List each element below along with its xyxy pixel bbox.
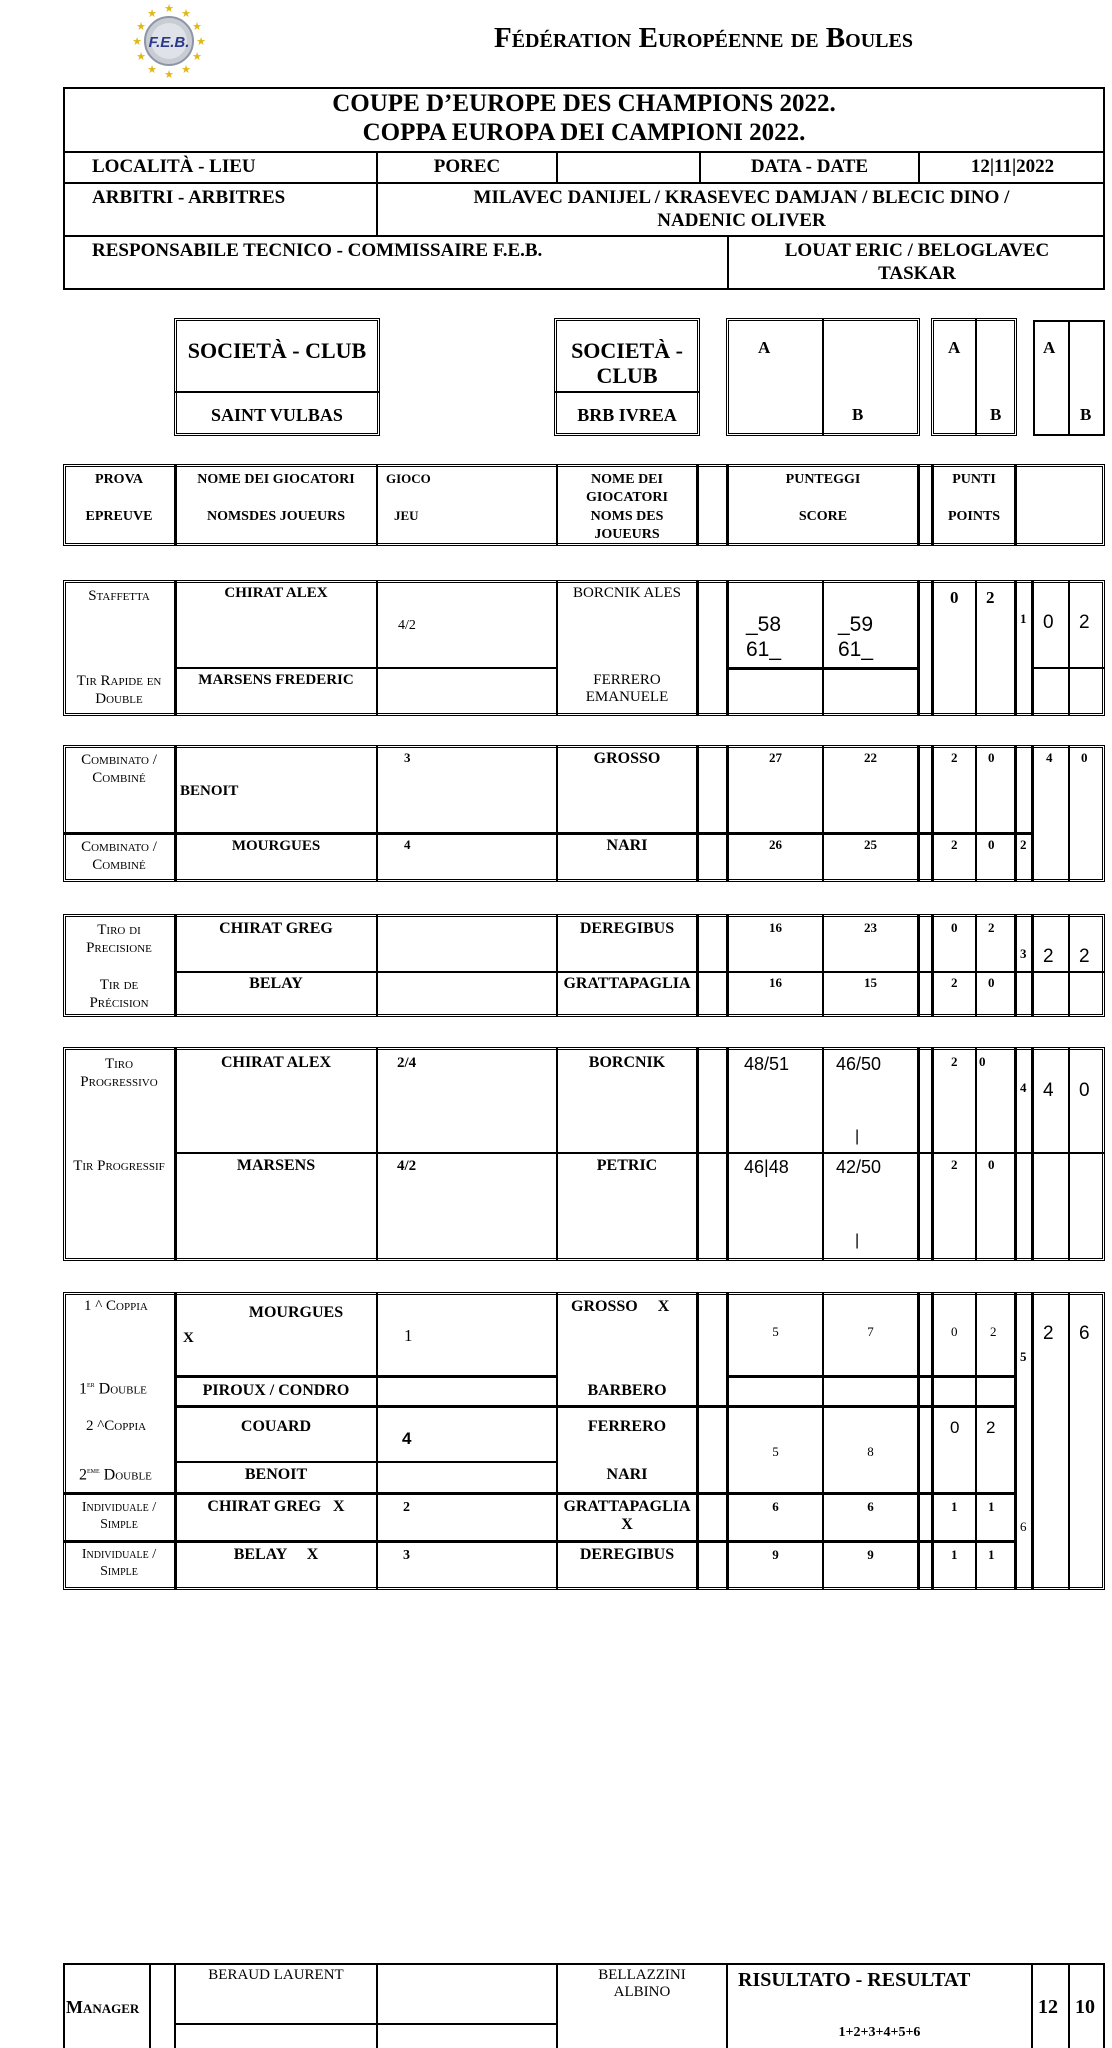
s5-points-b-4: 1 bbox=[988, 1547, 995, 1562]
col-nome-b-4: JOUEURS bbox=[594, 527, 660, 542]
s5-total-b: 6 bbox=[1079, 1323, 1090, 1344]
s1-total-a: 0 bbox=[1043, 612, 1054, 633]
s5-player-b-5b: X bbox=[621, 1516, 633, 1533]
s5-player-b-6: DEREGIBUS bbox=[579, 1546, 675, 1563]
s5-row1-label: 1 ^ Coppia bbox=[84, 1298, 148, 1314]
col-nome-b-3: NOMS DES bbox=[590, 509, 664, 524]
s1-epreuve-2a: Tir Rapide en bbox=[76, 673, 162, 689]
s2-points-b-2: 0 bbox=[988, 837, 995, 852]
s5-row4-label-a: Individuale / bbox=[81, 1547, 157, 1562]
s5-score-b-3: 6 bbox=[867, 1499, 874, 1514]
svg-text:★: ★ bbox=[164, 3, 174, 15]
club-label-b-2: CLUB bbox=[596, 363, 658, 388]
svg-text:★: ★ bbox=[136, 21, 146, 33]
s5-score-a-1: 5 bbox=[772, 1324, 779, 1339]
s3-score-a-1: 16 bbox=[769, 920, 782, 935]
col-points: POINTS bbox=[947, 509, 1001, 524]
s4-total-a: 4 bbox=[1043, 1080, 1054, 1101]
s5-points-a-3: 1 bbox=[951, 1499, 958, 1514]
s1-score-a-1: _58 bbox=[746, 613, 782, 636]
s1-epreuve-2b: Double bbox=[95, 691, 143, 707]
s1-jeu: 4/2 bbox=[398, 618, 416, 633]
s2-total-b: 0 bbox=[1081, 750, 1088, 765]
commissaire-line-2: TASKAR bbox=[878, 263, 956, 284]
s5-jeu-4: 3 bbox=[403, 1548, 410, 1563]
s3-epreuve-2a: Tir de bbox=[99, 977, 139, 993]
col-nome-a: NOME DEI GIOCATORI bbox=[197, 472, 355, 487]
s2-player-a-1: BENOIT bbox=[180, 783, 239, 799]
s2-epreuve-1b: Combiné bbox=[92, 770, 146, 786]
s3-epreuve-2b: Précision bbox=[89, 995, 149, 1011]
s3-epreuve-1a: Tiro di bbox=[97, 922, 141, 938]
svg-text:★: ★ bbox=[192, 21, 202, 33]
s3-total-b: 2 bbox=[1079, 946, 1090, 967]
s4-points-b-2: 0 bbox=[988, 1157, 995, 1172]
s5-jeu-2: 4 bbox=[402, 1429, 412, 1448]
col-punti: PUNTI bbox=[952, 472, 996, 487]
manager-b-2: ALBINO bbox=[613, 1984, 671, 2000]
logo-text: F.E.B. bbox=[148, 34, 190, 51]
manager-b-1: BELLAZZINI bbox=[598, 1967, 686, 1983]
s2-total-a: 4 bbox=[1046, 750, 1053, 765]
s5-row1-double-text: Double bbox=[94, 1380, 147, 1398]
score-a-label: A bbox=[758, 338, 771, 357]
s5-player-b-4: NARI bbox=[606, 1466, 648, 1483]
s4-score-b-2: 42/50 bbox=[836, 1157, 882, 1177]
s1-player-a-1: CHIRAT ALEX bbox=[224, 585, 328, 601]
feb-logo bbox=[128, 0, 210, 82]
s5-jeu-1: 1 bbox=[404, 1326, 413, 1345]
s4-jeu-2: 4/2 bbox=[397, 1158, 417, 1174]
s2-score-a-2: 26 bbox=[769, 837, 782, 852]
s3-points-a-2: 2 bbox=[951, 975, 958, 990]
commissaire-label: RESPONSABILE TECNICO - COMMISSAIRE F.E.B. bbox=[92, 240, 543, 261]
s4-score-a-1: 48/51 bbox=[744, 1054, 790, 1074]
s5-index-5: 5 bbox=[1020, 1349, 1027, 1364]
s5-player-b-5a: GRATTAPAGLIA bbox=[563, 1498, 691, 1515]
s5-player-b-1: GROSSO X bbox=[571, 1298, 670, 1315]
s5-player-a-2: PIROUX / CONDRO bbox=[202, 1382, 350, 1399]
total-a-label: A bbox=[1043, 338, 1056, 357]
date-value: 12|11|2022 bbox=[970, 156, 1055, 177]
s4-index: 4 bbox=[1020, 1080, 1027, 1095]
s5-row4-label-b: Simple bbox=[100, 1564, 138, 1579]
s5-player-a-5: CHIRAT GREG X bbox=[207, 1498, 345, 1515]
s4-tick-2: | bbox=[855, 1232, 860, 1249]
s4-total-b: 0 bbox=[1079, 1080, 1090, 1101]
s2-points-a-1: 2 bbox=[951, 750, 958, 765]
s2-points-b-1: 0 bbox=[988, 750, 995, 765]
s1-total-b: 2 bbox=[1079, 612, 1090, 633]
s5-player-a-6: BELAY X bbox=[233, 1546, 319, 1563]
s1-score-a-2: 61_ bbox=[746, 638, 782, 661]
s5-score-a-3: 6 bbox=[772, 1499, 779, 1514]
club-a-name: SAINT VULBAS bbox=[211, 405, 343, 425]
final-score-a: 12 bbox=[1038, 1996, 1058, 2018]
s5-player-b-3: FERRERO bbox=[587, 1418, 667, 1435]
svg-text:★: ★ bbox=[147, 64, 157, 76]
s4-player-a-1: CHIRAT ALEX bbox=[220, 1054, 332, 1071]
date-label: DATA - DATE bbox=[750, 156, 869, 177]
s5-player-b-2: BARBERO bbox=[587, 1382, 667, 1399]
title-line-1: COUPE D’EUROPE DES CHAMPIONS 2022. bbox=[332, 90, 836, 117]
svg-text:★: ★ bbox=[147, 8, 157, 20]
arbitri-line-2: NADENIC OLIVER bbox=[657, 210, 826, 231]
s4-player-b-1: BORCNIK bbox=[588, 1054, 666, 1071]
s1-points-a: 0 bbox=[950, 588, 959, 607]
svg-text:★: ★ bbox=[181, 8, 191, 20]
s1-player-b-2a: FERRERO bbox=[593, 672, 661, 688]
s4-score-a-2: 46|48 bbox=[744, 1157, 789, 1177]
s5-total-a: 2 bbox=[1043, 1323, 1054, 1344]
s3-score-b-2: 15 bbox=[864, 975, 877, 990]
score-b-label: B bbox=[852, 405, 864, 424]
s5-points-a-2: 0 bbox=[950, 1418, 960, 1437]
col-nome-b-1: NOME DEI bbox=[591, 472, 663, 487]
s1-score-b-2: 61_ bbox=[838, 638, 874, 661]
s4-points-a-2: 2 bbox=[951, 1157, 958, 1172]
s5-points-a-1: 0 bbox=[951, 1324, 958, 1339]
s5-jeu-3: 2 bbox=[403, 1500, 410, 1515]
s4-points-a-1: 2 bbox=[951, 1054, 958, 1069]
lieu-label: LOCALITÀ - LIEU bbox=[92, 156, 256, 177]
s5-points-b-3: 1 bbox=[988, 1499, 995, 1514]
s2-score-b-1: 22 bbox=[864, 750, 877, 765]
s2-player-a-2: MOURGUES bbox=[231, 838, 321, 854]
commissaire-line-1: LOUAT ERIC / BELOGLAVEC bbox=[784, 240, 1050, 261]
s4-points-b-1: 0 bbox=[979, 1054, 986, 1069]
points-ab-box bbox=[931, 318, 1017, 436]
s3-epreuve-1b: Precisione bbox=[86, 940, 152, 956]
s5-points-a-4: 1 bbox=[951, 1547, 958, 1562]
risultato-formula: 1+2+3+4+5+6 bbox=[838, 2025, 921, 2040]
svg-text:★: ★ bbox=[181, 64, 191, 76]
col-prova: PROVA bbox=[95, 472, 143, 487]
s5-row1-double bbox=[79, 1380, 147, 1399]
s5-row2-label: 2 ^Coppia bbox=[86, 1418, 147, 1434]
manager-a: BERAUD LAURENT bbox=[208, 1967, 344, 1983]
s1-player-b-1: BORCNIK ALES bbox=[573, 585, 681, 601]
svg-text:★: ★ bbox=[164, 69, 174, 81]
s2-epreuve-1a: Combinato / bbox=[81, 752, 157, 768]
club-b-name: BRB IVREA bbox=[577, 405, 677, 425]
s5-score-a-4: 9 bbox=[772, 1547, 779, 1562]
s3-score-a-2: 16 bbox=[769, 975, 782, 990]
s1-player-a-2: MARSENS FREDERIC bbox=[198, 672, 354, 688]
s3-player-a-2: BELAY bbox=[249, 975, 303, 992]
club-label-b-1: SOCIETÀ - bbox=[571, 338, 683, 363]
col-nome-b-2: GIOCATORI bbox=[586, 490, 668, 505]
s5-row2-double-sup: eme bbox=[87, 1466, 100, 1475]
s4-player-a-2: MARSENS bbox=[236, 1157, 316, 1174]
s2-jeu-2: 4 bbox=[404, 837, 411, 852]
s2-player-b-1: GROSSO bbox=[593, 750, 661, 767]
s1-score-b-1: _59 bbox=[838, 613, 874, 636]
s3-points-b-2: 0 bbox=[988, 975, 995, 990]
s5-row2-double-text: Double bbox=[99, 1466, 152, 1484]
s5-row2-double-num: 2 bbox=[79, 1466, 87, 1484]
s5-points-b-1: 2 bbox=[990, 1324, 997, 1339]
s2-score-a-1: 27 bbox=[769, 750, 782, 765]
s2-index: 2 bbox=[1020, 837, 1027, 852]
s3-points-b-1: 2 bbox=[988, 920, 995, 935]
points-a-label: A bbox=[948, 338, 961, 357]
s5-row2-double bbox=[79, 1466, 152, 1485]
s2-player-b-2: NARI bbox=[606, 837, 648, 854]
section-progressivo bbox=[63, 1047, 1105, 1261]
s5-player-a-3: COUARD bbox=[240, 1418, 312, 1435]
col-epreuve: EPREUVE bbox=[85, 509, 153, 524]
svg-text:★: ★ bbox=[132, 36, 142, 48]
col-punteggi: PUNTEGGI bbox=[785, 472, 861, 487]
s3-player-b-1: DEREGIBUS bbox=[579, 920, 675, 937]
s2-epreuve-2a: Combinato / bbox=[81, 839, 157, 855]
svg-text:★: ★ bbox=[196, 36, 206, 48]
federation-title: Fédération Européenne de Boules bbox=[494, 22, 913, 54]
s5-row1-double-num: 1 bbox=[79, 1380, 87, 1398]
s5-score-a-2: 5 bbox=[772, 1444, 779, 1459]
points-b-label: B bbox=[990, 405, 1002, 424]
s4-score-b-1: 46/50 bbox=[836, 1054, 882, 1074]
manager-label: Manager bbox=[66, 1997, 140, 2017]
col-gioco: GIOCO bbox=[386, 471, 431, 486]
club-label-a: SOCIETÀ - CLUB bbox=[187, 338, 367, 363]
s5-row3-label-a: Individuale / bbox=[81, 1500, 157, 1515]
s3-player-b-2: GRATTAPAGLIA bbox=[563, 975, 691, 992]
s4-epreuve-1b: Progressivo bbox=[80, 1074, 158, 1090]
s3-index: 3 bbox=[1020, 946, 1027, 961]
s5-player-a-1-mark: X bbox=[183, 1330, 194, 1346]
s1-index: 1 bbox=[1020, 611, 1027, 626]
s2-jeu-1: 3 bbox=[404, 750, 411, 765]
s1-points-b: 2 bbox=[986, 588, 995, 607]
svg-text:★: ★ bbox=[136, 51, 146, 63]
s3-player-a-1: CHIRAT GREG bbox=[219, 920, 333, 937]
s3-points-a-1: 0 bbox=[951, 920, 958, 935]
s4-player-b-2: PETRIC bbox=[596, 1157, 658, 1174]
s4-jeu-1: 2/4 bbox=[397, 1055, 417, 1071]
s3-score-b-1: 23 bbox=[864, 920, 877, 935]
arbitri-label: ARBITRI - ARBITRES bbox=[92, 187, 286, 208]
s3-total-a: 2 bbox=[1043, 946, 1054, 967]
s5-row1-double-sup: er bbox=[87, 1380, 95, 1389]
s1-epreuve-1: Staffetta bbox=[88, 588, 150, 604]
s5-score-b-4: 9 bbox=[867, 1547, 874, 1562]
final-score-b: 10 bbox=[1075, 1996, 1095, 2018]
total-b-label: B bbox=[1080, 405, 1092, 424]
risultato-label: RISULTATO - RESULTAT bbox=[738, 1969, 971, 1991]
s5-player-a-4: BENOIT bbox=[244, 1466, 308, 1483]
col-noms-a: NOMSDES JOUEURS bbox=[206, 509, 346, 524]
s5-score-b-1: 7 bbox=[867, 1324, 874, 1339]
col-score: SCORE bbox=[798, 509, 848, 524]
title-line-2: COPPA EUROPA DEI CAMPIONI 2022. bbox=[362, 119, 806, 146]
col-jeu: JEU bbox=[394, 508, 419, 523]
s5-points-b-2: 2 bbox=[986, 1418, 996, 1437]
s5-row3-label-b: Simple bbox=[100, 1517, 138, 1532]
s5-index-6: 6 bbox=[1020, 1519, 1027, 1534]
arbitri-line-1: MILAVEC DANIJEL / KRASEVEC DAMJAN / BLECIC DINO / bbox=[473, 187, 1010, 208]
s2-points-a-2: 2 bbox=[951, 837, 958, 852]
s4-epreuve-1a: Tiro bbox=[104, 1056, 134, 1072]
s2-epreuve-2b: Combiné bbox=[92, 857, 146, 873]
s5-score-b-2: 8 bbox=[867, 1444, 874, 1459]
s4-tick-1: | bbox=[855, 1128, 860, 1145]
lieu-value: POREC bbox=[433, 156, 501, 177]
s1-player-b-2b: EMANUELE bbox=[585, 689, 669, 705]
s5-player-a-1: MOURGUES bbox=[248, 1304, 344, 1321]
svg-text:★: ★ bbox=[192, 51, 202, 63]
s2-score-b-2: 25 bbox=[864, 837, 877, 852]
s4-epreuve-2: Tir Progressif bbox=[73, 1158, 165, 1174]
